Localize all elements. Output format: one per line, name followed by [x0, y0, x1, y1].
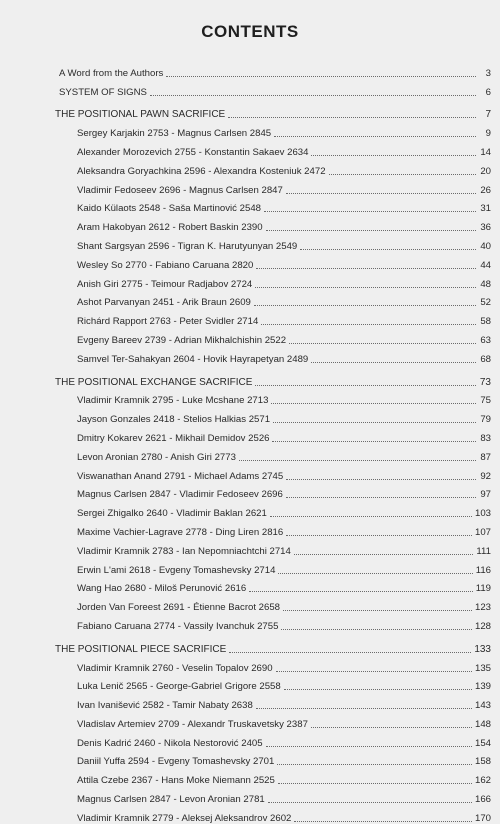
dot-leader — [249, 590, 472, 592]
toc-entry-page-number: 3 — [485, 67, 491, 79]
toc-entry-game — [55, 346, 491, 365]
dot-leader — [284, 688, 472, 690]
dot-leader — [273, 421, 476, 423]
toc-entry-page-number: 111 — [476, 545, 491, 557]
toc-entry-game — [55, 327, 491, 346]
toc-entry-label: Levon Aronian 2780 - Anish Giri 2773 — [77, 451, 236, 463]
toc-entry-page-number: 63 — [480, 334, 491, 346]
dot-leader — [294, 820, 472, 822]
toc-entry-game — [55, 711, 491, 730]
toc-entry-label: Jayson Gonzales 2418 - Stelios Halkias 2571 — [77, 414, 271, 426]
toc-entry-page-number: 83 — [480, 432, 491, 444]
toc-entry-label: Aram Hakobyan 2612 - Robert Baskin 2390 — [77, 222, 263, 234]
toc-entry-page-number: 36 — [480, 222, 491, 234]
toc-entry-page-number: 44 — [480, 259, 491, 271]
toc-entry-label: Ashot Parvanyan 2451 - Arik Braun 2609 — [77, 297, 251, 309]
toc-entry-label: Denis Kadrić 2460 - Nikola Nestorović 2405 — [77, 737, 263, 749]
dot-leader — [256, 267, 476, 269]
toc-entry-page-number: 7 — [485, 109, 491, 121]
toc-entry-label: Samvel Ter-Sahakyan 2604 - Hovik Hayrapetyan 2489 — [77, 353, 309, 365]
toc-entry-game — [55, 805, 491, 824]
toc-entry-game — [55, 158, 491, 177]
toc-entry-page-number: 158 — [474, 756, 491, 768]
toc-entry-game — [55, 425, 491, 444]
toc-entry-label: Wesley So 2770 - Fabiano Caruana 2820 — [77, 259, 254, 271]
dot-leader — [300, 248, 476, 250]
toc-entry-game — [55, 500, 491, 519]
dot-leader — [286, 534, 472, 536]
toc-entry-label: THE POSITIONAL EXCHANGE SACRIFICE — [55, 376, 253, 388]
toc-entry-label: Magnus Carlsen 2847 - Vladimir Fedoseev 2696 — [77, 489, 283, 501]
toc-entry-page-number: 92 — [480, 470, 491, 482]
toc-entry-label: THE POSITIONAL PAWN SACRIFICE — [55, 109, 226, 121]
toc-entry-label: SYSTEM OF SIGNS — [59, 86, 147, 98]
toc-entry-page-number: 97 — [480, 489, 491, 501]
toc-entry-section — [55, 636, 491, 655]
toc-entry-page-number: 162 — [474, 775, 491, 787]
dot-leader — [255, 286, 476, 288]
dot-leader — [283, 609, 472, 611]
toc-entry-page-number: 154 — [474, 737, 491, 749]
dot-leader — [268, 801, 472, 803]
dot-leader — [254, 304, 476, 306]
toc-entry-game — [55, 196, 491, 215]
toc-entry-page-number: 73 — [479, 376, 491, 388]
dot-leader — [329, 173, 476, 175]
toc-entry — [55, 60, 491, 79]
toc-entry-label: Erwin L'ami 2618 - Evgeny Tomashevsky 2714 — [77, 564, 276, 576]
toc-entry-label: Vladimir Fedoseev 2696 - Magnus Carlsen 2847 — [77, 184, 283, 196]
dot-leader — [256, 707, 472, 709]
toc-entry-game — [55, 786, 491, 805]
toc-entry-label: Vladimir Kramnik 2783 - Ian Nepomniachtchi 2714 — [77, 545, 291, 557]
toc-entry-label: Wang Hao 2680 - Miloš Perunović 2616 — [77, 583, 247, 595]
toc-entry-game — [55, 271, 491, 290]
toc-entry-game — [55, 214, 491, 233]
toc-entry-game — [55, 674, 491, 693]
dot-leader — [261, 323, 476, 325]
dot-leader — [278, 782, 472, 784]
toc-entry-page-number: 166 — [474, 794, 491, 806]
toc-entry-game — [55, 308, 491, 327]
toc-entry-game — [55, 444, 491, 463]
toc-entry-page-number: 170 — [474, 812, 491, 824]
toc-entry-label: Richárd Rapport 2763 - Peter Svidler 2714 — [77, 316, 259, 328]
toc-entry-label: Magnus Carlsen 2847 - Levon Aronian 2781 — [77, 794, 265, 806]
toc-entry-label: Vladimir Kramnik 2760 - Veselin Topalov 2690 — [77, 662, 273, 674]
toc-entry-game — [55, 120, 491, 139]
toc-entry-game — [55, 290, 491, 309]
dot-leader — [289, 342, 476, 344]
toc-entry-game — [55, 594, 491, 613]
dot-leader — [286, 192, 476, 194]
toc-entry-page-number: 26 — [480, 184, 491, 196]
toc-entry-label: Luka Lenič 2565 - George-Gabriel Grigore 2558 — [77, 681, 281, 693]
dot-leader — [264, 210, 476, 212]
toc-entry-page-number: 133 — [474, 643, 491, 655]
toc-entry-label: Attila Czebe 2367 - Hans Moke Niemann 2525 — [77, 775, 275, 787]
toc-entry-page-number: 116 — [475, 564, 491, 576]
toc-entry-game — [55, 692, 491, 711]
dot-leader — [150, 94, 476, 96]
toc-entry-game — [55, 177, 491, 196]
toc-entry-page-number: 79 — [480, 414, 491, 426]
toc-entry-label: Anish Giri 2775 - Teimour Radjabov 2724 — [77, 278, 253, 290]
toc-entry-label: A Word from the Authors — [59, 67, 164, 79]
toc-entry-section — [55, 369, 491, 388]
toc-entry-label: Alexander Morozevich 2755 - Konstantin Sakaev 2634 — [77, 146, 309, 158]
dot-leader — [286, 496, 476, 498]
toc-entry-page-number: 148 — [474, 718, 491, 730]
toc-entry-game — [55, 463, 491, 482]
dot-leader — [277, 763, 472, 765]
toc-entry-game — [55, 519, 491, 538]
toc-entry-label: Daniil Yuffa 2594 - Evgeny Tomashevsky 2701 — [77, 756, 275, 768]
toc-entry-game — [55, 406, 491, 425]
toc-entry — [55, 79, 491, 98]
dot-leader — [274, 135, 476, 137]
table-of-contents — [55, 60, 491, 824]
contents-title: CONTENTS — [201, 22, 299, 41]
toc-entry-page-number: 139 — [474, 681, 491, 693]
dot-leader — [229, 651, 471, 653]
toc-entry-game — [55, 655, 491, 674]
toc-entry-page-number: 52 — [480, 297, 491, 309]
toc-entry-page-number: 40 — [480, 240, 491, 252]
dot-leader — [286, 478, 476, 480]
dot-leader — [276, 670, 472, 672]
toc-entry-label: Vladimir Kramnik 2779 - Aleksej Aleksandrov 2602 — [77, 812, 292, 824]
dot-leader — [166, 75, 476, 77]
toc-entry-page-number: 128 — [474, 620, 491, 632]
toc-entry-page-number: 143 — [474, 700, 491, 712]
dot-leader — [228, 116, 476, 118]
toc-entry-game — [55, 482, 491, 501]
toc-entry-game — [55, 749, 491, 768]
toc-entry-label: Aleksandra Goryachkina 2596 - Alexandra Kosteniuk 2472 — [77, 165, 326, 177]
toc-entry-label: Vladislav Artemiev 2709 - Alexandr Truskavetsky 2387 — [77, 718, 308, 730]
toc-entry-page-number: 107 — [474, 526, 491, 538]
toc-entry-page-number: 6 — [485, 86, 491, 98]
toc-entry-label: Kaido Külaots 2548 - Saša Martinović 2548 — [77, 203, 261, 215]
toc-entry-game — [55, 388, 491, 407]
dot-leader — [281, 628, 472, 630]
toc-entry-page-number: 68 — [480, 353, 491, 365]
toc-entry-game — [55, 613, 491, 632]
dot-leader — [255, 384, 476, 386]
toc-entry-game — [55, 233, 491, 252]
dot-leader — [278, 572, 472, 574]
toc-entry-page-number: 31 — [480, 203, 491, 215]
dot-leader — [266, 229, 476, 231]
toc-entry-section — [55, 102, 491, 121]
toc-entry-label: Shant Sargsyan 2596 - Tigran K. Harutyunyan 2549 — [77, 240, 298, 252]
toc-entry-page-number: 87 — [480, 451, 491, 463]
toc-entry-game — [55, 767, 491, 786]
dot-leader — [311, 154, 476, 156]
toc-entry-label: Dmitry Kokarev 2621 - Mikhail Demidov 2526 — [77, 432, 270, 444]
toc-entry-label: Maxime Vachier-Lagrave 2778 - Ding Liren 2816 — [77, 526, 284, 538]
toc-entry-label: Sergei Zhigalko 2640 - Vladimir Baklan 2621 — [77, 508, 267, 520]
toc-entry-page-number: 135 — [474, 662, 491, 674]
toc-entry-page-number: 123 — [474, 602, 491, 614]
toc-entry-label: Ivan Ivanišević 2582 - Tamir Nabaty 2638 — [77, 700, 253, 712]
toc-entry-page-number: 9 — [485, 128, 491, 140]
toc-entry-page-number: 75 — [480, 395, 491, 407]
dot-leader — [266, 745, 472, 747]
dot-leader — [270, 515, 472, 517]
toc-entry-page-number: 20 — [480, 165, 491, 177]
toc-entry-label: Evgeny Bareev 2739 - Adrian Mikhalchishin 2522 — [77, 334, 287, 346]
dot-leader — [239, 459, 476, 461]
dot-leader — [272, 440, 476, 442]
toc-entry-game — [55, 730, 491, 749]
toc-entry-label: Viswanathan Anand 2791 - Michael Adams 2745 — [77, 470, 284, 482]
toc-entry-label: Sergey Karjakin 2753 - Magnus Carlsen 2845 — [77, 128, 272, 140]
toc-entry-page-number: 103 — [474, 508, 491, 520]
toc-entry-page-number: 14 — [480, 146, 491, 158]
toc-entry-page-number: 48 — [480, 278, 491, 290]
toc-entry-game — [55, 557, 491, 576]
toc-entry-label: Vladimir Kramnik 2795 - Luke Mcshane 2713 — [77, 395, 269, 407]
dot-leader — [311, 726, 472, 728]
toc-entry-page-number: 58 — [480, 316, 491, 328]
toc-entry-page-number: 119 — [475, 583, 491, 595]
toc-entry-game — [55, 139, 491, 158]
dot-leader — [271, 402, 476, 404]
toc-entry-label: THE POSITIONAL PIECE SACRIFICE — [55, 643, 227, 655]
toc-entry-game — [55, 538, 491, 557]
toc-entry-label: Jorden Van Foreest 2691 - Étienne Bacrot 2658 — [77, 602, 281, 614]
toc-entry-label: Fabiano Caruana 2774 - Vassily Ivanchuk 2755 — [77, 620, 279, 632]
dot-leader — [294, 553, 474, 555]
toc-entry-game — [55, 576, 491, 595]
toc-entry-game — [55, 252, 491, 271]
dot-leader — [311, 361, 476, 363]
